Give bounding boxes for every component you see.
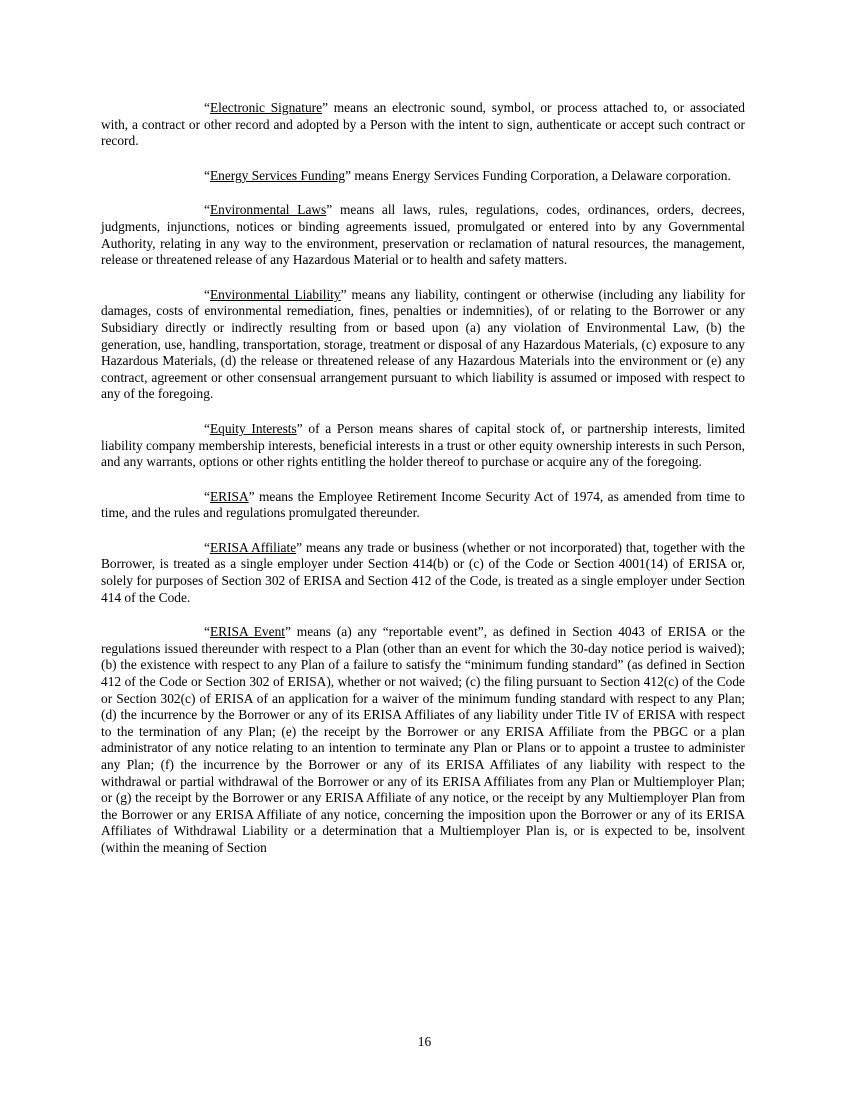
open-quote: “ bbox=[204, 167, 210, 183]
defined-term: Electronic Signature bbox=[209, 100, 323, 115]
definition-text: ” means (a) any “reportable event”, as defined in Section 4043 of ERISA or the regulations issued thereunder with respect to a Plan (other than an event for which the 30-day notice period is waived); (b) the existence with respect to any Plan of a failure to satisfy the “minimum funding standard” (as defined in Section 412 of the Code or Section 302 of ERISA), whether or not waived; (c) the filing pursuant to Section 412(c) of the Code or Section 302(c) of ERISA of an application for a waiver of the minimum funding standard with respect to any Plan; (d) the incurrence by the Borrower or any of its ERISA Affiliates of any liability under Title IV of ERISA with respect to the termination of any Plan; (e) the receipt by the Borrower or any ERISA Affiliate from the PBGC or a plan administrator of any notice relating to an intention to terminate any Plan or Plans or to appoint a trustee to administer any Plan; (f) the incurrence by the Borrower or any of its ERISA Affiliates of any liability with respect to the withdrawal or partial withdrawal of the Borrower or any of its ERISA Affiliates from any Plan or Multiemployer Plan; or (g) the receipt by the Borrower or any ERISA Affiliate of any notice, or the receipt by any Multiemployer Plan from the Borrower or any ERISA Affiliate of any notice, concerning the imposition upon the Borrower or any of its ERISA Affiliates of Withdrawal Liability or a determination that a Multiemployer Plan is, or is expected to be, insolvent (within the meaning of Section bbox=[101, 624, 745, 855]
definition-environmental-laws bbox=[101, 202, 745, 268]
open-quote: “ bbox=[204, 420, 210, 436]
definition-energy-services-funding bbox=[101, 168, 745, 185]
definition-electronic-signature bbox=[101, 100, 745, 150]
definition-erisa-event bbox=[101, 624, 745, 856]
open-quote: “ bbox=[204, 539, 210, 555]
defined-term: Environmental Liability bbox=[209, 286, 341, 302]
open-quote: “ bbox=[204, 488, 210, 504]
defined-term: Environmental Laws bbox=[209, 202, 327, 218]
definition-text: ” means all laws, rules, regulations, codes, ordinances, orders, decrees, judgments, injunctions, notices or binding agreements issued, promulgated or entered into by any Governmental Authority, relating in any way to the environment, preservation or reclamation of natural resources, the management, release or threatened release of any Hazardous Material or to health and safety matters. bbox=[101, 202, 745, 268]
definition-erisa bbox=[101, 489, 745, 522]
open-quote: “ bbox=[204, 286, 210, 302]
open-quote: “ bbox=[204, 202, 210, 218]
definition-text: ” means Energy Services Funding Corporation, a Delaware corporation. bbox=[345, 167, 731, 183]
definition-text: ” means the Employee Retirement Income Security Act of 1974, as amended from time to time, and the rules and regulations promulgated thereunder. bbox=[101, 488, 745, 521]
defined-term: ERISA bbox=[209, 488, 249, 504]
document-body bbox=[101, 100, 745, 875]
open-quote: “ bbox=[204, 624, 210, 640]
defined-term: Equity Interests bbox=[209, 420, 297, 436]
defined-term: Energy Services Funding bbox=[209, 167, 346, 183]
open-quote: “ bbox=[204, 100, 210, 115]
defined-term: ERISA Event bbox=[209, 624, 285, 640]
definition-erisa-affiliate bbox=[101, 540, 745, 606]
definition-text: ” means an electronic sound, symbol, or process attached to, or associated with, a contract or other record and adopted by a Person with the intent to sign, authenticate or accept such contract or record. bbox=[101, 100, 745, 149]
definition-text: ” of a Person means shares of capital stock of, or partnership interests, limited liability company membership interests, beneficial interests in a trust or other equity ownership interests in such Person, and any warrants, options or other rights entitling the holder thereof to purchase or acquire any of the foregoing. bbox=[101, 420, 745, 470]
definition-text: ” means any liability, contingent or otherwise (including any liability for damages, costs of environmental remediation, fines, penalties or indemnities), of or relating to the Borrower or any Subsidiary directly or indirectly resulting from or based upon (a) any violation of Environmental Law, (b) the generation, use, handling, transportation, storage, treatment or disposal of any Hazardous Materials, (c) exposure to any Hazardous Materials, (d) the release or threatened release of any Hazardous Materials into the environment or (e) any contract, agreement or other consensual arrangement pursuant to which liability is assumed or imposed with respect to any of the foregoing. bbox=[101, 286, 745, 402]
page-number: 16 bbox=[417, 1034, 432, 1049]
definition-text: ” means any trade or business (whether or not incorporated) that, together with the Borrower, is treated as a single employer under Section 414(b) or (c) of the Code or Section 4001(14) of ERISA or, solely for purposes of Section 302 of ERISA and Section 412 of the Code, is treated as a single employer under Section 414 of the Code. bbox=[101, 539, 745, 605]
defined-term: ERISA Affiliate bbox=[209, 539, 297, 555]
definition-environmental-liability bbox=[101, 287, 745, 403]
definition-equity-interests bbox=[101, 421, 745, 471]
